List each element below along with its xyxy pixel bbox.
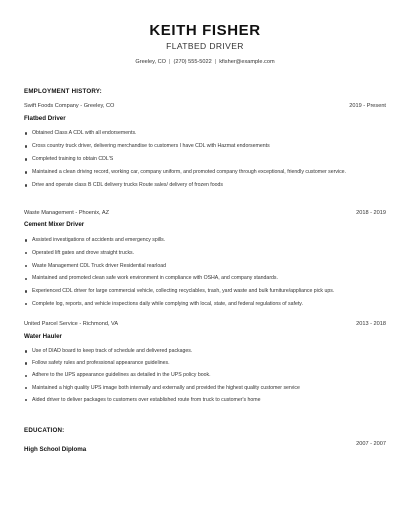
job-bullet: Waste Management CDL Truck driver Residential rearload xyxy=(24,263,374,270)
contact-line xyxy=(0,59,410,65)
contact-separator: | xyxy=(169,59,171,65)
education-degree: High School Diploma xyxy=(24,446,87,453)
candidate-title: FLATBED DRIVER xyxy=(166,41,244,51)
education-heading: EDUCATION: xyxy=(24,427,65,434)
job-dates: 2018 - 2019 xyxy=(356,210,386,216)
job-bullet: Experienced CDL driver for large commercial vehicle, collecting recyclables, trash, yard waste and bulk furniture/appliance pick ups. xyxy=(24,288,374,295)
job-bullet: Complete log, reports, and vehicle inspections daily while complying with local, state, and federal regulations of safety. xyxy=(24,301,374,308)
job-company-line xyxy=(24,210,386,216)
job-bullet: Maintained a clean driving record, working car, company uniform, and promoted company through exceptional, friendly customer service. xyxy=(24,169,374,176)
job-bullet: Operated lift gates and drove straight trucks. xyxy=(24,250,374,257)
job-bullet: Assisted investigations of accidents and emergency spills. xyxy=(24,237,374,244)
job-title: Water Hauler xyxy=(24,333,62,340)
job-title: Flatbed Driver xyxy=(24,115,66,122)
job-company-line xyxy=(24,321,386,327)
employment-heading: EMPLOYMENT HISTORY: xyxy=(24,88,102,95)
contact-location: Greeley, CO xyxy=(135,59,167,65)
contact-email: kfisher@example.com xyxy=(219,59,275,65)
job-company: Waste Management - Phoenix, AZ xyxy=(24,210,109,216)
job-dates: 2019 - Present xyxy=(349,103,386,109)
job-bullet: Aided driver to deliver packages to customers over established route from truck to customer's home xyxy=(24,397,374,404)
job-company: Swift Foods Company - Greeley, CO xyxy=(24,103,115,109)
job-bullet: Cross country truck driver, delivering merchandise to customers I have CDL with Hazmat endorsements xyxy=(24,143,374,150)
job-bullet: Follow safety rules and professional appearance guidelines. xyxy=(24,360,374,367)
contact-separator: | xyxy=(214,59,217,65)
job-bullet: Use of DIAD board to keep track of schedule and delivered packages. xyxy=(24,348,374,355)
job-bullet: Obtained Class A CDL with all endorsements. xyxy=(24,130,374,137)
job-dates: 2013 - 2018 xyxy=(356,321,386,327)
job-bullet: Completed training to obtain CDL'S xyxy=(24,156,374,163)
candidate-name: KEITH FISHER xyxy=(149,22,261,39)
job-title: Cement Mixer Driver xyxy=(24,221,85,228)
job-company: United Parcel Service - Richmond, VA xyxy=(24,321,119,327)
job-bullet: Maintained a high quality UPS image both internally and externally and provided the highest quality customer service xyxy=(24,385,374,392)
job-bullet: Drive and operate class B CDL delivery trucks Route sales/ delivery of frozen foods xyxy=(24,182,374,189)
job-bullet-list xyxy=(24,348,374,403)
contact-phone: (270) 555-5022 xyxy=(173,59,212,65)
job-bullet: Adhere to the UPS appearance guidelines as detailed in the UPS policy book. xyxy=(24,372,374,379)
job-bullet: Maintained and promoted clean safe work environment in compliance with OSHA, and company standards. xyxy=(24,275,374,282)
education-dates: 2007 - 2007 xyxy=(356,441,386,447)
job-company-line xyxy=(24,103,386,109)
job-bullet-list xyxy=(24,237,374,308)
job-bullet-list xyxy=(24,130,374,189)
